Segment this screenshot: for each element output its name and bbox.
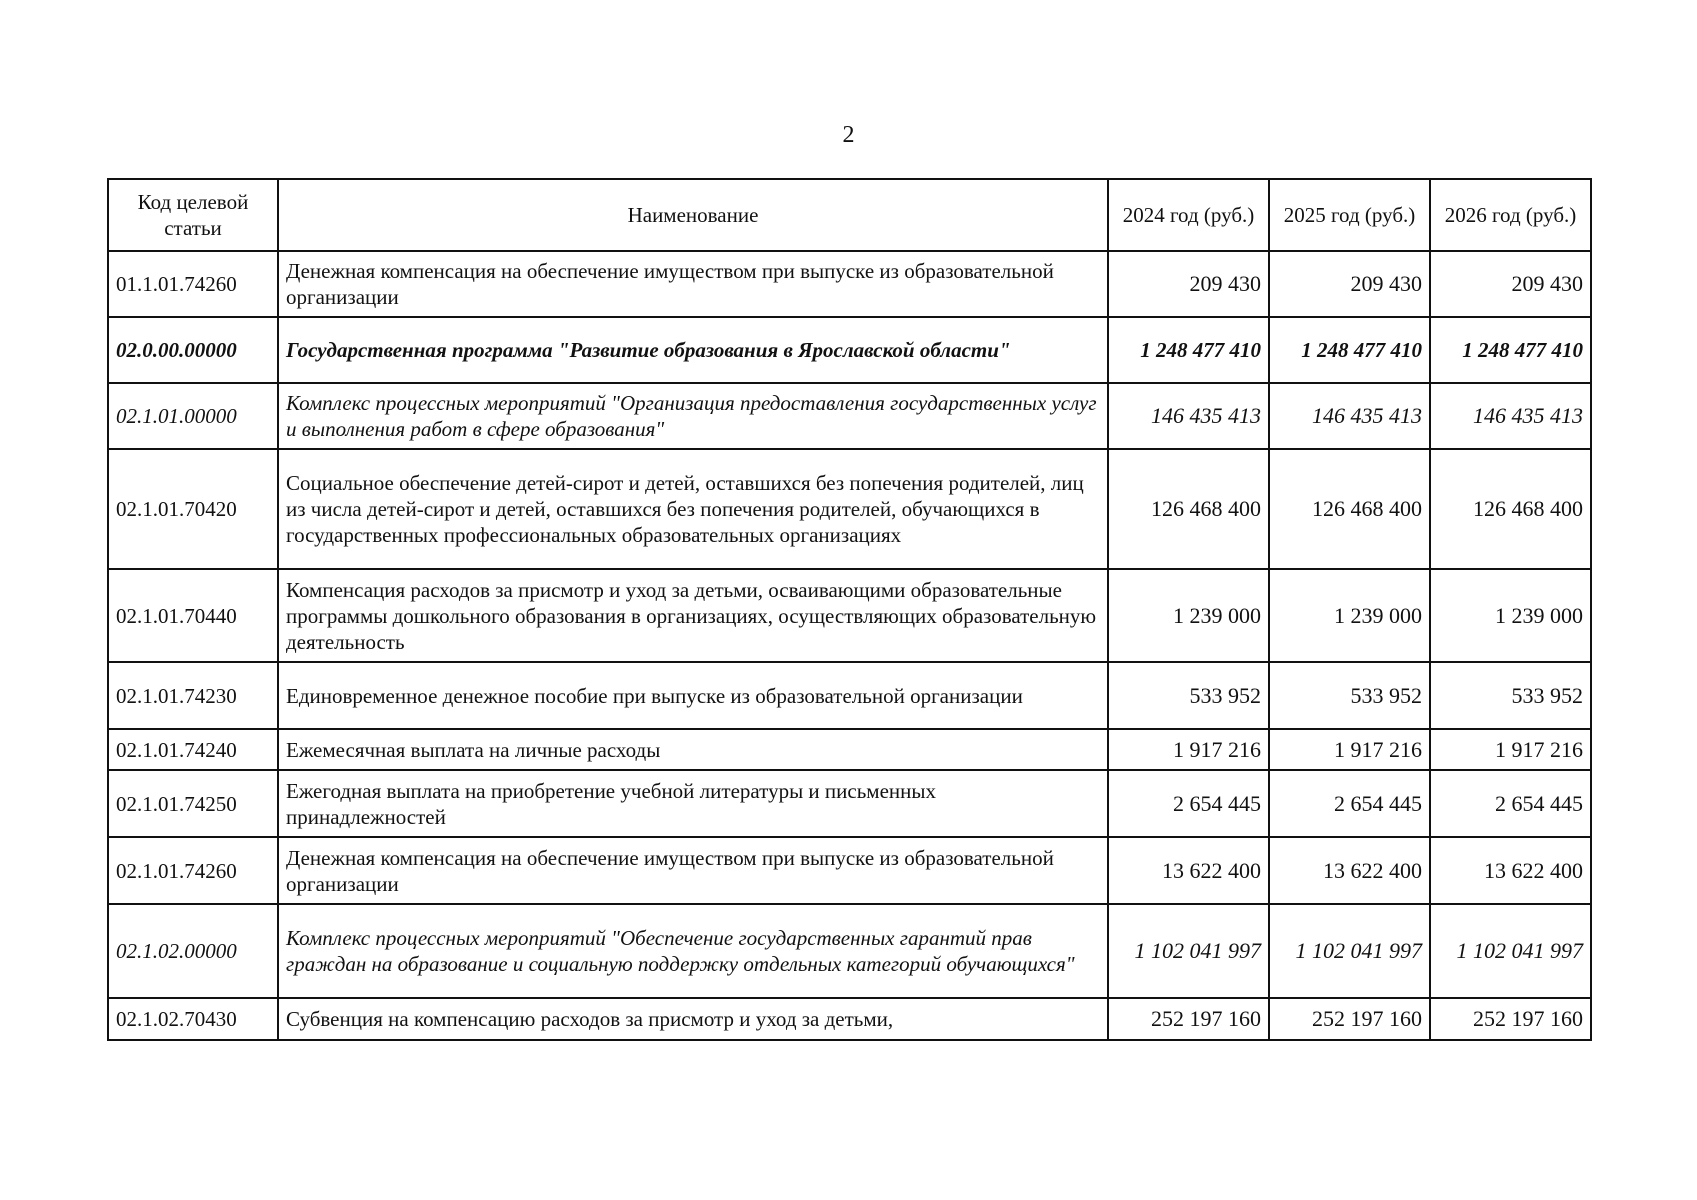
- row-code: 01.1.01.74260: [108, 251, 278, 317]
- row-2024: 1 917 216: [1108, 729, 1269, 770]
- header-name: Наименование: [278, 179, 1108, 251]
- row-name: Ежегодная выплата на приобретение учебной литературы и письменных принадлежностей: [278, 770, 1108, 837]
- row-2026: 146 435 413: [1430, 383, 1591, 449]
- row-2025: 13 622 400: [1269, 837, 1430, 904]
- row-code: 02.1.01.70440: [108, 569, 278, 662]
- row-code: 02.1.01.74250: [108, 770, 278, 837]
- row-name: Социальное обеспечение детей-сирот и детей, оставшихся без попечения родителей, лиц из числа детей-сирот и детей, оставшихся без попечения родителей, обучающихся в государственных профессиональных образовательных организациях: [278, 449, 1108, 569]
- row-name: Денежная компенсация на обеспечение имуществом при выпуске из образовательной организации: [278, 251, 1108, 317]
- row-2026: 209 430: [1430, 251, 1591, 317]
- row-2025: 1 248 477 410: [1269, 317, 1430, 383]
- row-2025: 252 197 160: [1269, 998, 1430, 1040]
- row-2024: 126 468 400: [1108, 449, 1269, 569]
- row-2024: 2 654 445: [1108, 770, 1269, 837]
- row-2025: 146 435 413: [1269, 383, 1430, 449]
- row-2024: 533 952: [1108, 662, 1269, 729]
- row-2024: 146 435 413: [1108, 383, 1269, 449]
- row-code: 02.1.02.00000: [108, 904, 278, 998]
- row-2024: 209 430: [1108, 251, 1269, 317]
- row-name: Государственная программа "Развитие образования в Ярославской области": [278, 317, 1108, 383]
- table-row: [108, 837, 1591, 904]
- row-2026: 2 654 445: [1430, 770, 1591, 837]
- row-2025: 533 952: [1269, 662, 1430, 729]
- row-2025: 1 102 041 997: [1269, 904, 1430, 998]
- row-code: 02.1.01.74230: [108, 662, 278, 729]
- row-2025: 2 654 445: [1269, 770, 1430, 837]
- row-2026: 126 468 400: [1430, 449, 1591, 569]
- row-name: Комплекс процессных мероприятий "Обеспечение государственных гарантий прав граждан на образование и социальную поддержку отдельных категорий обучающихся": [278, 904, 1108, 998]
- header-2024: 2024 год (руб.): [1108, 179, 1269, 251]
- row-code: 02.0.00.00000: [108, 317, 278, 383]
- table-row: [108, 770, 1591, 837]
- row-2024: 1 239 000: [1108, 569, 1269, 662]
- row-2026: 252 197 160: [1430, 998, 1591, 1040]
- row-name: Ежемесячная выплата на личные расходы: [278, 729, 1108, 770]
- row-name: Денежная компенсация на обеспечение имуществом при выпуске из образовательной организации: [278, 837, 1108, 904]
- page-number: 2: [842, 122, 855, 148]
- table-row: [108, 729, 1591, 770]
- budget-table: [107, 178, 1592, 1041]
- row-2025: 1 917 216: [1269, 729, 1430, 770]
- header-2026: 2026 год (руб.): [1430, 179, 1591, 251]
- row-2025: 209 430: [1269, 251, 1430, 317]
- row-code: 02.1.01.74260: [108, 837, 278, 904]
- row-2024: 13 622 400: [1108, 837, 1269, 904]
- row-2025: 126 468 400: [1269, 449, 1430, 569]
- row-2026: 1 917 216: [1430, 729, 1591, 770]
- row-name: Компенсация расходов за присмотр и уход за детьми, осваивающими образовательные программы дошкольного образования в организациях, осуществляющих образовательную деятельность: [278, 569, 1108, 662]
- table-row: [108, 569, 1591, 662]
- row-name: Единовременное денежное пособие при выпуске из образовательной организации: [278, 662, 1108, 729]
- table-row: [108, 251, 1591, 317]
- row-2026: 1 239 000: [1430, 569, 1591, 662]
- row-2025: 1 239 000: [1269, 569, 1430, 662]
- header-row: [108, 179, 1591, 251]
- row-2024: 1 248 477 410: [1108, 317, 1269, 383]
- table-row: [108, 317, 1591, 383]
- row-2024: 1 102 041 997: [1108, 904, 1269, 998]
- row-code: 02.1.01.70420: [108, 449, 278, 569]
- table-row: [108, 998, 1591, 1040]
- header-2025: 2025 год (руб.): [1269, 179, 1430, 251]
- row-2026: 1 248 477 410: [1430, 317, 1591, 383]
- table-row: [108, 383, 1591, 449]
- table-row: [108, 449, 1591, 569]
- row-code: 02.1.01.74240: [108, 729, 278, 770]
- row-2026: 533 952: [1430, 662, 1591, 729]
- row-code: 02.1.01.00000: [108, 383, 278, 449]
- header-code: Код целевой статьи: [108, 179, 278, 251]
- row-2026: 1 102 041 997: [1430, 904, 1591, 998]
- row-name: Субвенция на компенсацию расходов за присмотр и уход за детьми,: [278, 998, 1108, 1040]
- table-row: [108, 662, 1591, 729]
- row-code: 02.1.02.70430: [108, 998, 278, 1040]
- row-2026: 13 622 400: [1430, 837, 1591, 904]
- row-name: Комплекс процессных мероприятий "Организация предоставления государственных услуг и выполнения работ в сфере образования": [278, 383, 1108, 449]
- table-row: [108, 904, 1591, 998]
- row-2024: 252 197 160: [1108, 998, 1269, 1040]
